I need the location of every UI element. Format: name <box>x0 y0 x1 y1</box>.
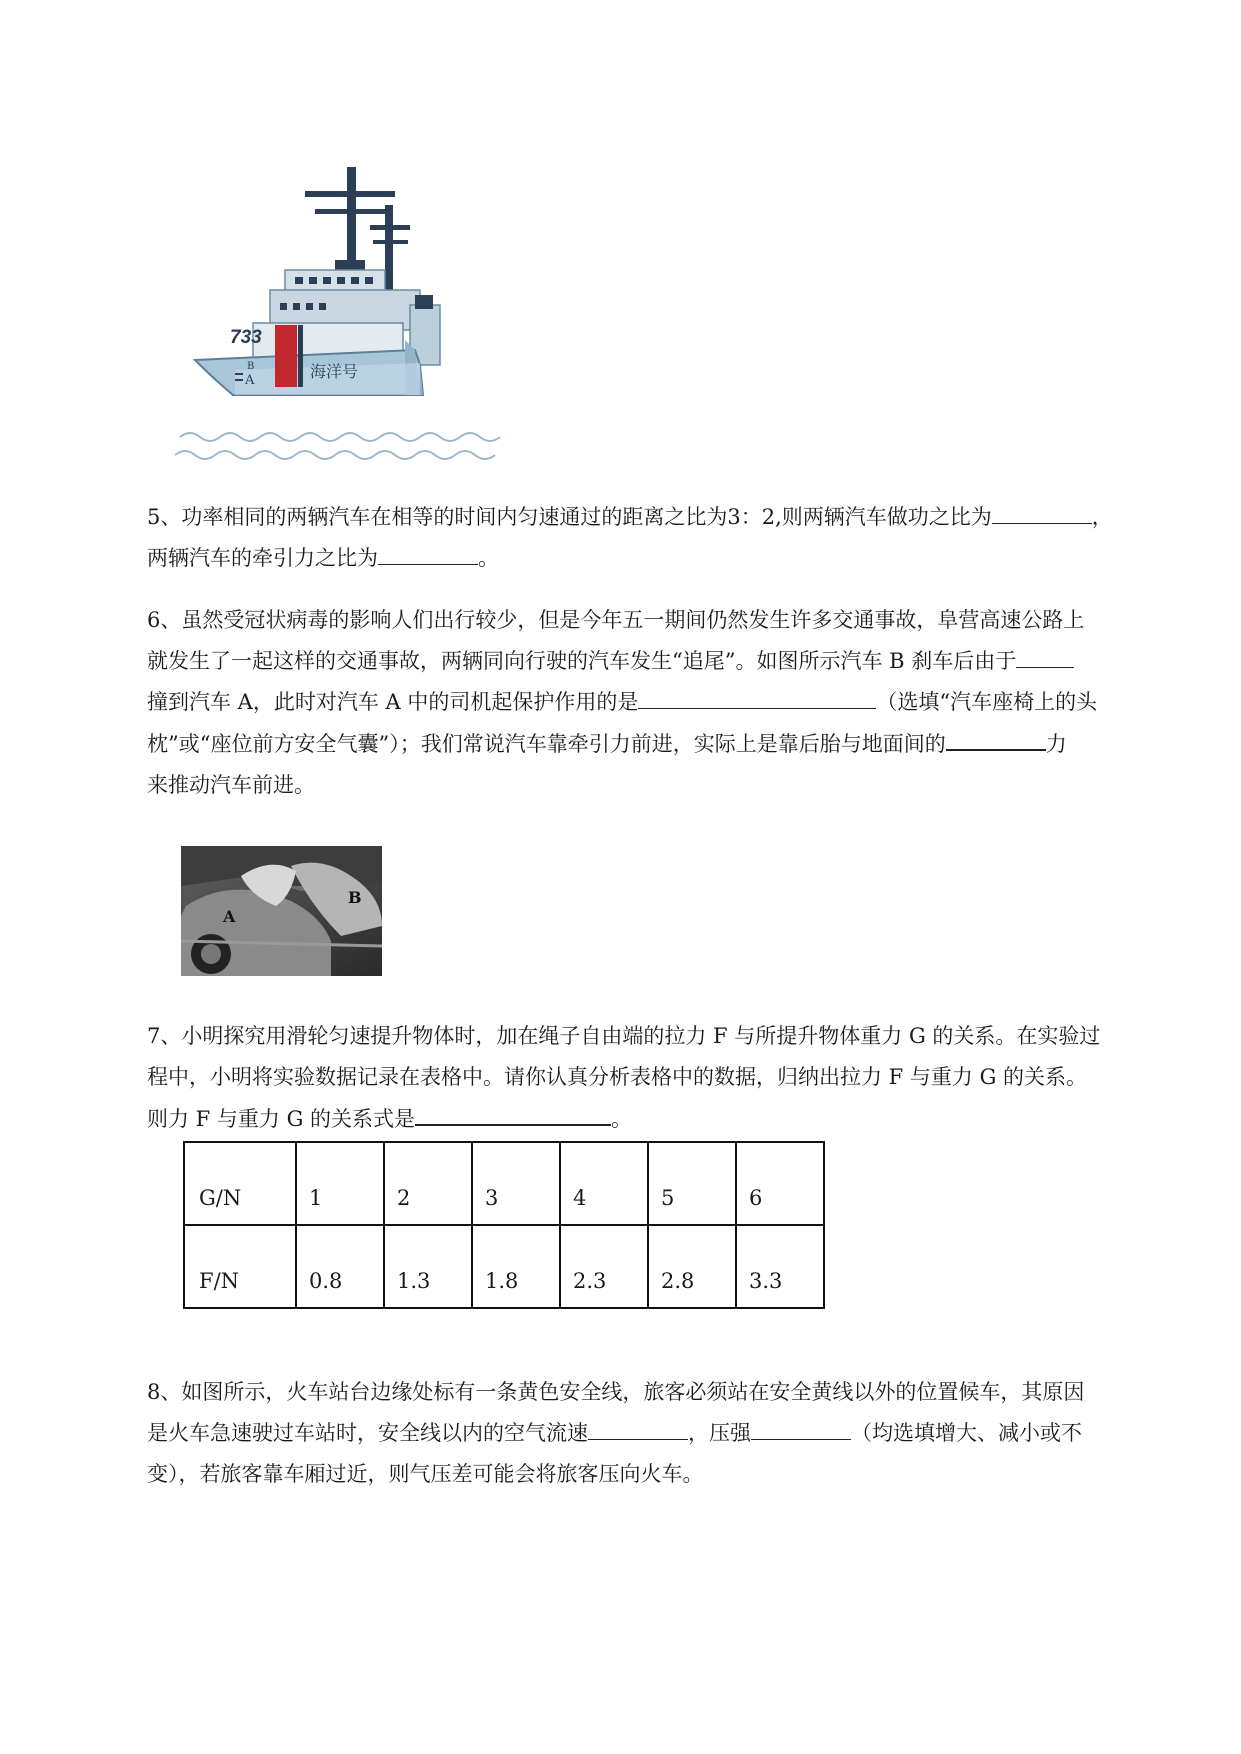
ship-illustration <box>175 165 525 465</box>
q7-punct: 。 <box>611 1107 633 1131</box>
q6-text-1: 6、虽然受冠状病毒的影响人们出行较少，但是今年五一期间仍然发生许多交通事故，阜营高速公路上 <box>147 608 1085 632</box>
q8-text-2a: 是火车急速驶过车站时，安全线以内的空气流速 <box>147 1421 588 1445</box>
table-cell: 3.3 <box>736 1225 824 1308</box>
question-5 <box>147 497 1159 579</box>
question-7 <box>147 1016 1159 1140</box>
table-cell: 1.3 <box>384 1225 472 1308</box>
crash-label-a: A <box>223 907 236 926</box>
table-row-f <box>184 1225 824 1308</box>
table-cell: 5 <box>648 1142 736 1225</box>
q6-text-4a: 枕”或“座位前方安全气囊”）；我们常说汽车靠牵引力前进，实际上是靠后胎与地面间的 <box>147 732 946 756</box>
q7-text-3: 则力 F 与重力 G 的关系式是 <box>147 1107 416 1131</box>
q8-text-2c: （均选填增大、减小或不 <box>851 1421 1082 1445</box>
ship-mark-b: B <box>247 361 255 372</box>
q7-text-2: 程中，小明将实验数据记录在表格中。请你认真分析表格中的数据，归纳出拉力 F 与重力 G 的关系。 <box>147 1065 1088 1089</box>
car-crash-photo <box>181 846 382 976</box>
q6-text-5: 来推动汽车前进。 <box>147 773 315 797</box>
table-cell: 2.8 <box>648 1225 736 1308</box>
q7-blank-formula[interactable] <box>415 1098 611 1126</box>
q8-text-2b: ，压强 <box>688 1421 751 1445</box>
table-cell: F/N <box>184 1225 296 1308</box>
q8-blank-pressure[interactable] <box>751 1413 851 1440</box>
question-6 <box>147 600 1159 806</box>
q5-text-1: 5、功率相同的两辆汽车在相等的时间内匀速通过的距离之比为3：2,则两辆汽车做功之比为 <box>147 505 992 529</box>
q5-blank-force-ratio[interactable] <box>378 538 478 565</box>
q8-blank-flow-speed[interactable] <box>588 1413 688 1440</box>
q6-text-3b: （选填“汽车座椅上的头 <box>876 690 1098 714</box>
q6-blank-friction[interactable] <box>946 723 1046 751</box>
table-cell: 2 <box>384 1142 472 1225</box>
table-cell: 4 <box>560 1142 648 1225</box>
q6-blank-protection[interactable] <box>638 682 876 709</box>
q6-text-3a: 撞到汽车 A，此时对汽车 A 中的司机起保护作用的是 <box>147 690 639 714</box>
q6-text-2: 就发生了一起这样的交通事故，两辆同向行驶的汽车发生“追尾”。如图所示汽车 B 刹车后由于 <box>147 649 1017 673</box>
table-cell: 1 <box>296 1142 384 1225</box>
table-row-g <box>184 1142 824 1225</box>
table-cell: 0.8 <box>296 1225 384 1308</box>
table-cell: 1.8 <box>472 1225 560 1308</box>
q5-punct-end: 。 <box>478 546 499 570</box>
table-cell: 2.3 <box>560 1225 648 1308</box>
q7-text-1: 7、小明探究用滑轮匀速提升物体时，加在绳子自由端的拉力 F 与所提升物体重力 G 的关系。在实验过 <box>147 1024 1101 1048</box>
q5-blank-work-ratio[interactable] <box>992 497 1092 524</box>
table-cell: 6 <box>736 1142 824 1225</box>
ship-name: 海洋号 <box>310 362 359 381</box>
q5-punct: ， <box>1091 505 1113 529</box>
hull-number: 733 <box>230 327 262 348</box>
table-cell: G/N <box>184 1142 296 1225</box>
crash-label-b: B <box>348 888 362 907</box>
table-cell: 3 <box>472 1142 560 1225</box>
q8-text-3: 变），若旅客靠车厢过近，则气压差可能会将旅客压向火车。 <box>147 1462 704 1486</box>
question-8 <box>147 1372 1159 1495</box>
data-table <box>183 1141 825 1309</box>
q6-blank-inertia[interactable] <box>1016 641 1074 668</box>
q6-text-4b: 力 <box>1045 732 1067 756</box>
q5-text-2: 两辆汽车的牵引力之比为 <box>147 546 378 570</box>
ship-mark-a: A <box>245 373 255 388</box>
q8-text-1: 8、如图所示，火车站台边缘处标有一条黄色安全线，旅客必须站在安全黄线以外的位置候车，其原因 <box>147 1380 1085 1404</box>
